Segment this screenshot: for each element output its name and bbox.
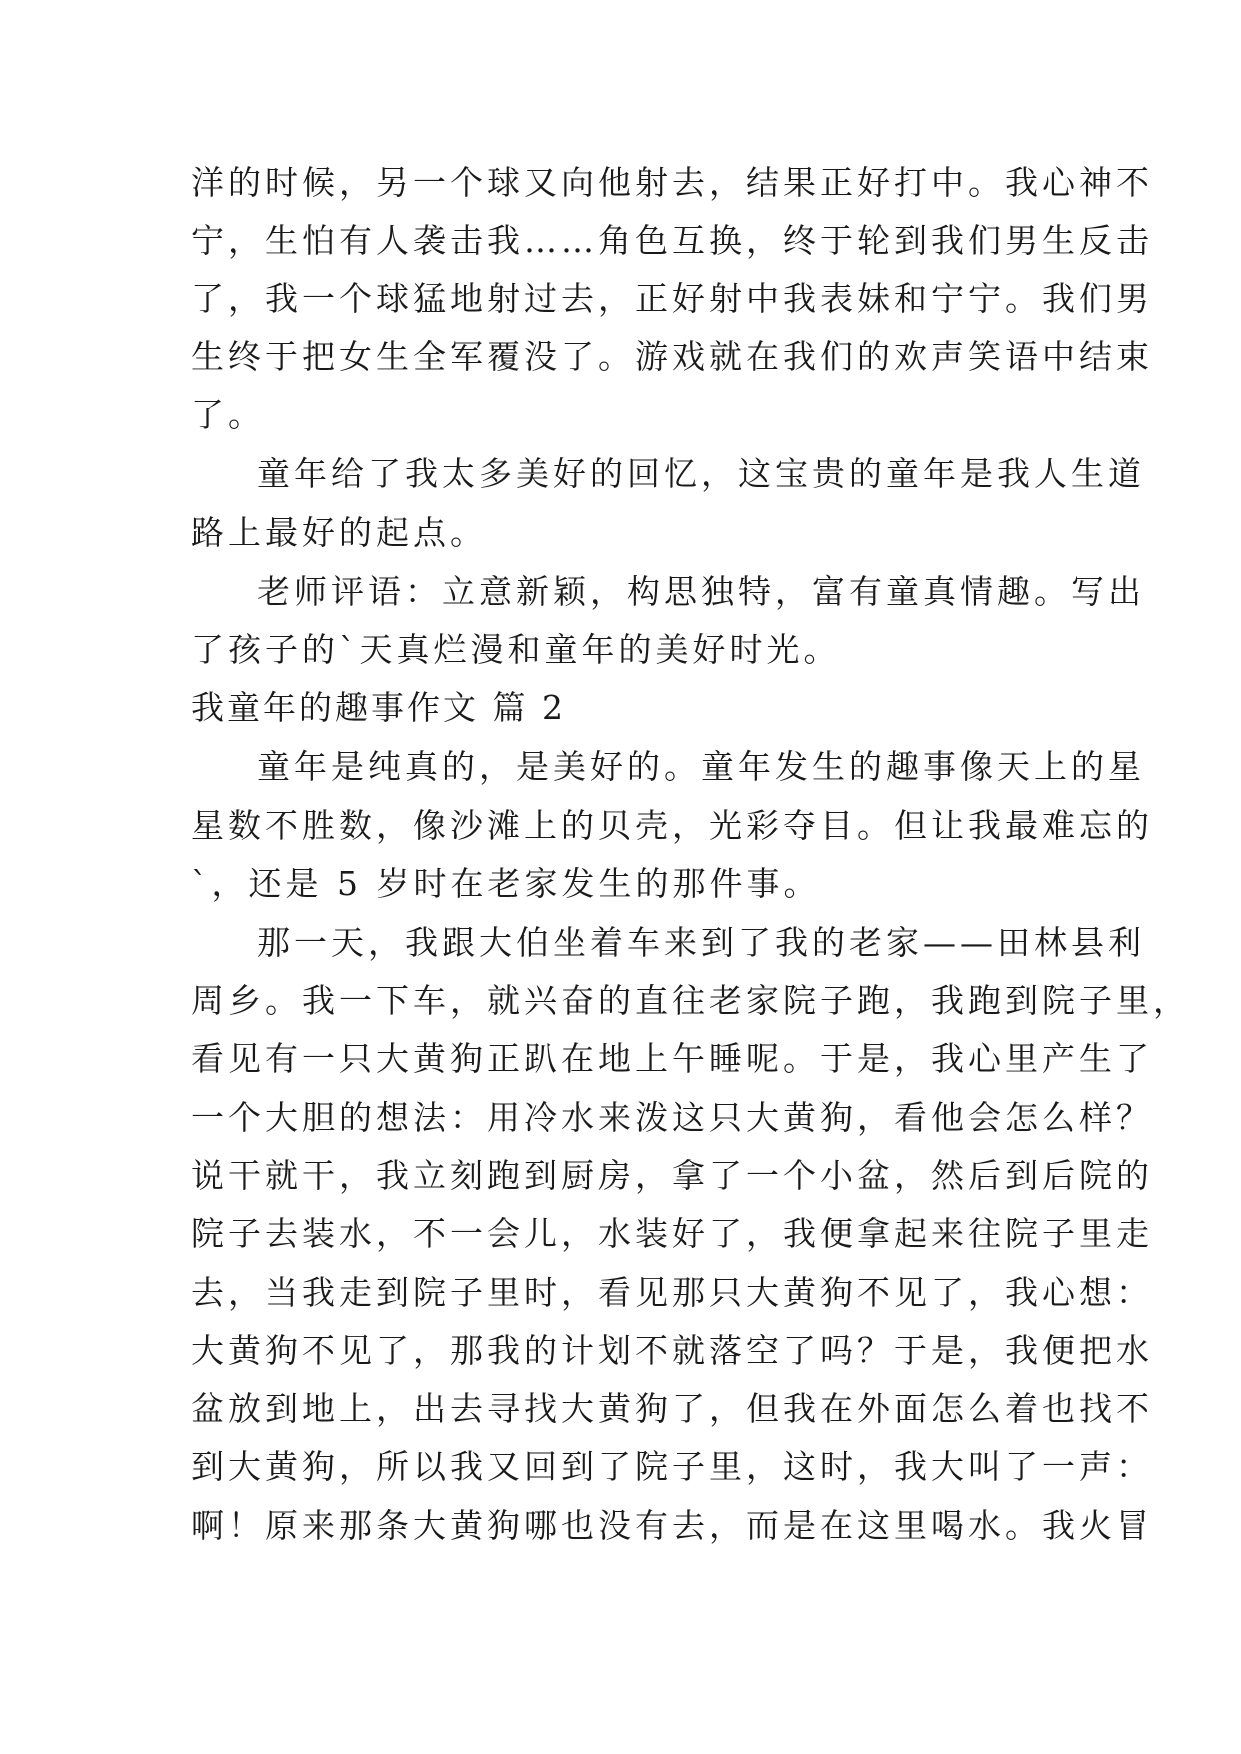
paragraph-first-line: 老师评语：立意新颖，构思独特，富有童真情趣。写出 <box>257 572 1145 611</box>
text-line: 路上最好的起点。 <box>191 513 487 552</box>
text-line: 星数不胜数，像沙滩上的贝壳，光彩夺目。但让我最难忘的 <box>191 806 1153 845</box>
text-line: `，还是 5 岁时在老家发生的那件事。 <box>191 864 821 903</box>
section-heading: 我童年的趣事作文 篇 2 <box>191 688 566 727</box>
text-line: 去，当我走到院子里时，看见那只大黄狗不见了，我心想： <box>191 1273 1153 1312</box>
text-line: 啊！原来那条大黄狗哪也没有去，而是在这里喝水。我火冒 <box>191 1506 1153 1545</box>
paragraph-first-line: 童年是纯真的，是美好的。童年发生的趣事像天上的星 <box>257 747 1145 786</box>
paragraph-first-line: 那一天，我跟大伯坐着车来到了我的老家——田林县利 <box>257 923 1145 962</box>
text-line: 到大黄狗，所以我又回到了院子里，这时，我大叫了一声： <box>191 1447 1153 1486</box>
text-line: 说干就干，我立刻跑到厨房，拿了一个小盆，然后到后院的 <box>191 1156 1153 1195</box>
text-line: 周乡。我一下车，就兴奋的直往老家院子跑，我跑到院子里， <box>191 981 1190 1020</box>
text-line: 了，我一个球猛地射过去，正好射中我表妹和宁宁。我们男 <box>191 279 1153 318</box>
text-line: 洋的时候，另一个球又向他射去，结果正好打中。我心神不 <box>191 163 1153 202</box>
text-line: 生终于把女生全军覆没了。游戏就在我们的欢声笑语中结束 <box>191 337 1153 376</box>
text-line: 一个大胆的想法：用冷水来泼这只大黄狗，看他会怎么样？ <box>191 1098 1153 1137</box>
text-line: 了孩子的`天真烂漫和童年的美好时光。 <box>191 630 841 669</box>
text-line: 看见有一只大黄狗正趴在地上午睡呢。于是，我心里产生了 <box>191 1039 1153 1078</box>
text-line: 宁，生怕有人袭击我……角色互换，终于轮到我们男生反击 <box>191 221 1153 260</box>
text-line: 了。 <box>191 395 265 434</box>
paragraph-first-line: 童年给了我太多美好的回忆，这宝贵的童年是我人生道 <box>257 454 1145 493</box>
text-line: 院子去装水，不一会儿，水装好了，我便拿起来往院子里走 <box>191 1214 1153 1253</box>
text-line: 大黄狗不见了，那我的计划不就落空了吗？于是，我便把水 <box>191 1331 1153 1370</box>
text-line: 盆放到地上，出去寻找大黄狗了，但我在外面怎么着也找不 <box>191 1389 1153 1428</box>
